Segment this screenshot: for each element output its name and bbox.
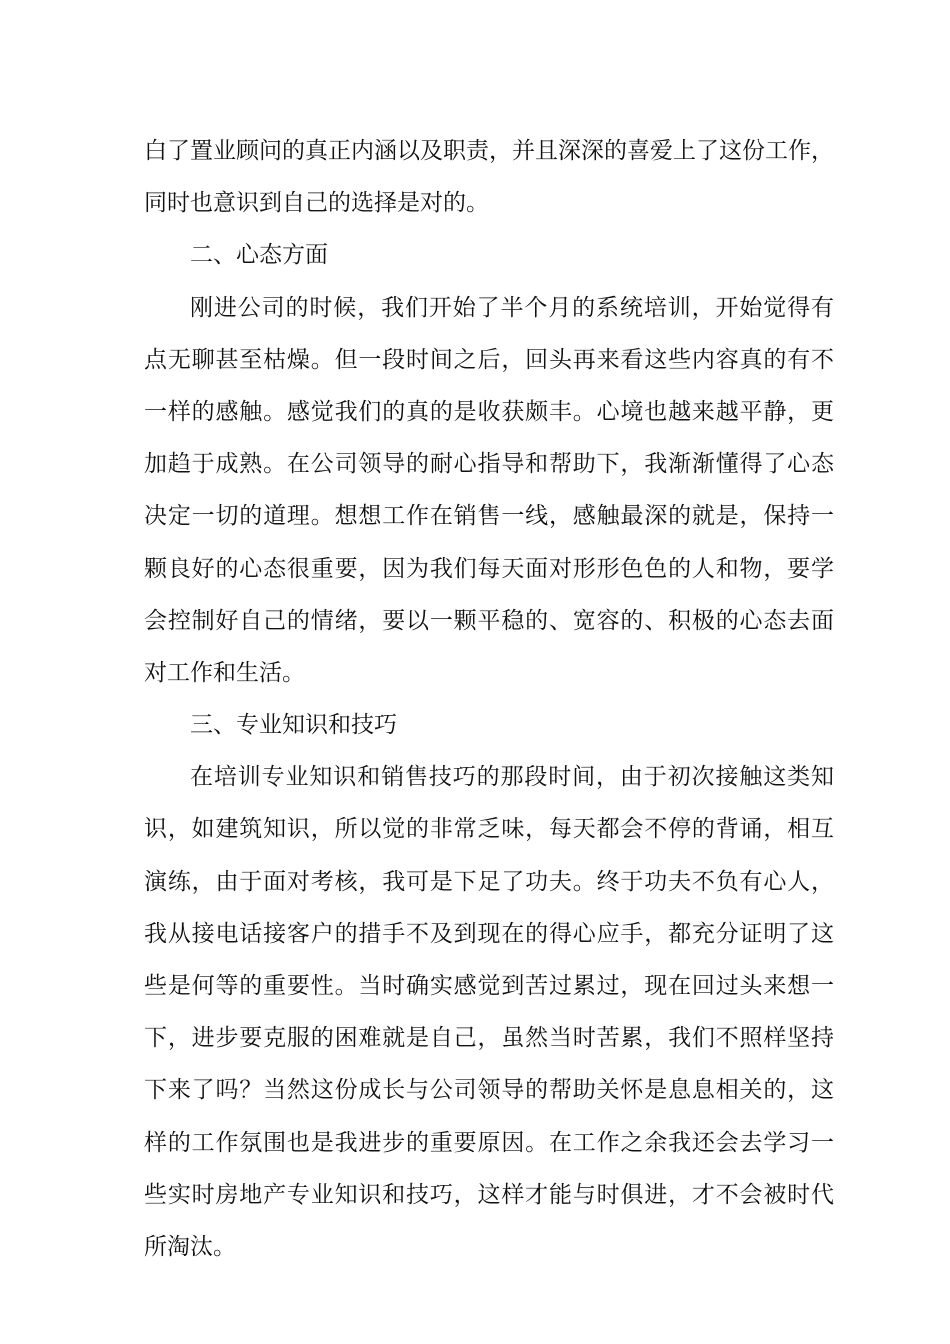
text-line: 白了置业顾问的真正内涵以及职责，并且深深的喜爱上了这份工作，: [144, 138, 834, 164]
text-line: 在培训专业知识和销售技巧的那段时间，由于初次接触这类知: [190, 764, 834, 791]
text-line: 些是何等的重要性。当时确实感觉到苦过累过，现在回过头来想一: [144, 973, 834, 999]
document-body: [144, 125, 834, 1273]
text-line: 所淘汰。: [144, 1233, 236, 1260]
text-line: 会控制好自己的情绪，要以一颗平稳的、宽容的、积极的心态去面: [144, 607, 834, 634]
text-line: 刚进公司的时候，我们开始了半个月的系统培训，开始觉得有: [190, 294, 834, 321]
text-line: 下，进步要克服的困难就是自己，虽然当时苦累，我们不照样坚持: [144, 1025, 834, 1052]
text-line: 决定一切的道理。想想工作在销售一线，感触最深的就是，保持一: [144, 503, 834, 530]
text-line: 点无聊甚至枯燥。但一段时间之后，回头再来看这些内容真的有不: [144, 346, 834, 373]
text-line: 识，如建筑知识，所以觉的非常乏味，每天都会不停的背诵，相互: [144, 816, 834, 843]
text-line: 一样的感触。感觉我们的真的是收获颇丰。心境也越来越平静，更: [144, 398, 834, 425]
text-line: 颗良好的心态很重要，因为我们每天面对形形色色的人和物，要学: [144, 555, 834, 582]
text-line: 演练，由于面对考核，我可是下足了功夫。终于功夫不负有心人，: [144, 868, 834, 895]
section-heading: 三、专业知识和技巧: [190, 712, 397, 739]
text-line: 我从接电话接客户的措手不及到现在的得心应手，都充分证明了这: [144, 920, 834, 947]
text-line: 些实时房地产专业知识和技巧，这样才能与时俱进，才不会被时代: [144, 1181, 834, 1208]
text-line: 同时也意识到自己的选择是对的。: [144, 190, 489, 217]
text-line: 加趋于成熟。在公司领导的耐心指导和帮助下，我渐渐懂得了心态: [144, 451, 834, 478]
section-heading: 二、心态方面: [190, 242, 328, 269]
text-line: 下来了吗？当然这份成长与公司领导的帮助关怀是息息相关的，这: [144, 1077, 834, 1104]
text-line: 样的工作氛围也是我进步的重要原因。在工作之余我还会去学习一: [144, 1129, 834, 1156]
text-line: 对工作和生活。: [144, 659, 305, 686]
